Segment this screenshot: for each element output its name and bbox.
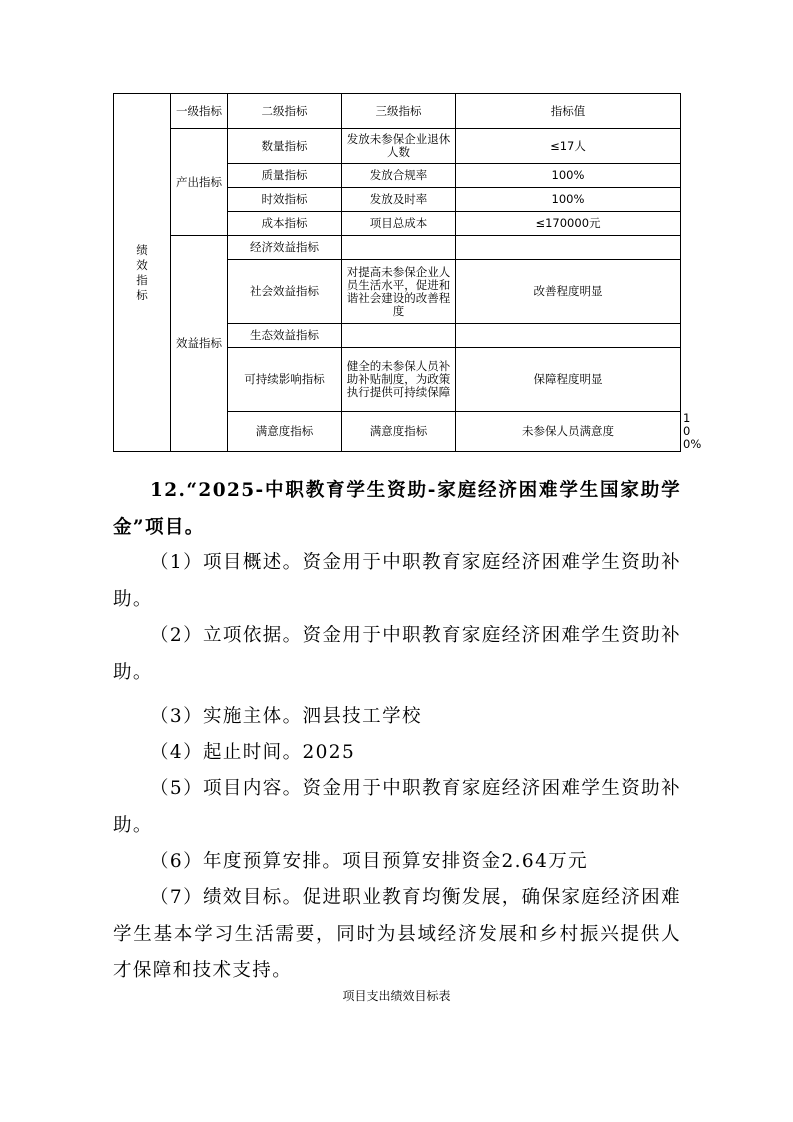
item-budget: （6）年度预算安排。项目预算安排资金2.64万元 — [150, 851, 589, 872]
section-heading: 12.“2025-中职教育学生资助-家庭经济困难学生国家助学金”项目。 — [113, 480, 681, 538]
row-l3: 发放及时率 — [342, 188, 456, 212]
table-caption: 项目支出绩效目标表 — [342, 989, 451, 1003]
performance-indicator-label: 绩效指标 — [114, 94, 171, 452]
item-content: （5）项目内容。资金用于中职教育家庭经济困难学生资助补助。 — [113, 778, 681, 836]
row-l3 — [342, 236, 456, 260]
row-value: ≤17人 — [456, 129, 681, 164]
row-l2: 经济效益指标 — [228, 236, 342, 260]
satisfaction-indicator-label: 满意度指标 — [228, 412, 342, 452]
table-row — [114, 236, 681, 260]
row-l2: 生态效益指标 — [228, 324, 342, 348]
row-l3: 未参保人员满意度 — [456, 412, 681, 452]
row-value: 保障程度明显 — [456, 348, 681, 412]
item-goal: （7）绩效目标。促进职业教育均衡发展，确保家庭经济困难学生基本学习生活需要，同时为县域经济发展和乡村振兴提供人才保障和技术支持。 — [113, 887, 681, 981]
row-l3 — [342, 324, 456, 348]
row-value — [456, 236, 681, 260]
row-l3: 健全的未参保人员补助补贴制度，为政策执行提供可持续保障 — [342, 348, 456, 412]
item-basis: （2）立项依据。资金用于中职教育家庭经济困难学生资助补助。 — [113, 625, 681, 683]
row-l2: 数量指标 — [228, 129, 342, 164]
item-implementer: （3）实施主体。泗县技工学校 — [150, 706, 422, 727]
output-indicator-label: 产出指标 — [171, 129, 228, 236]
row-l3: 发放合规率 — [342, 164, 456, 188]
benefit-indicator-label: 效益指标 — [171, 236, 228, 452]
row-l2: 社会效益指标 — [228, 260, 342, 324]
row-l3: 对提高未参保企业人员生活水平，促进和谐社会建设的改善程度 — [342, 260, 456, 324]
item-period: （4）起止时间。2025 — [150, 742, 356, 763]
row-value — [456, 324, 681, 348]
table-header-row — [114, 94, 681, 129]
row-value: 100% — [456, 164, 681, 188]
header-level2: 二级指标 — [228, 94, 342, 129]
row-value: ≤170000元 — [456, 212, 681, 236]
row-value: 100% — [456, 188, 681, 212]
table-row: 满意度指标 满意度指标 未参保人员满意度 100% — [114, 412, 681, 452]
row-l2: 质量指标 — [228, 164, 342, 188]
header-level1: 一级指标 — [171, 94, 228, 129]
row-l2: 成本指标 — [228, 212, 342, 236]
row-l2: 满意度指标 — [342, 412, 456, 452]
item-overview: （1）项目概述。资金用于中职教育家庭经济困难学生资助补助。 — [113, 552, 681, 610]
row-l3: 发放未参保企业退休人数 — [342, 129, 456, 164]
header-level3: 三级指标 — [342, 94, 456, 129]
row-l3: 项目总成本 — [342, 212, 456, 236]
performance-indicator-table — [113, 93, 702, 452]
row-l2: 时效指标 — [228, 188, 342, 212]
table-row — [114, 129, 681, 164]
row-l2: 可持续影响指标 — [228, 348, 342, 412]
row-value: 改善程度明显 — [456, 260, 681, 324]
header-value: 指标值 — [456, 94, 681, 129]
